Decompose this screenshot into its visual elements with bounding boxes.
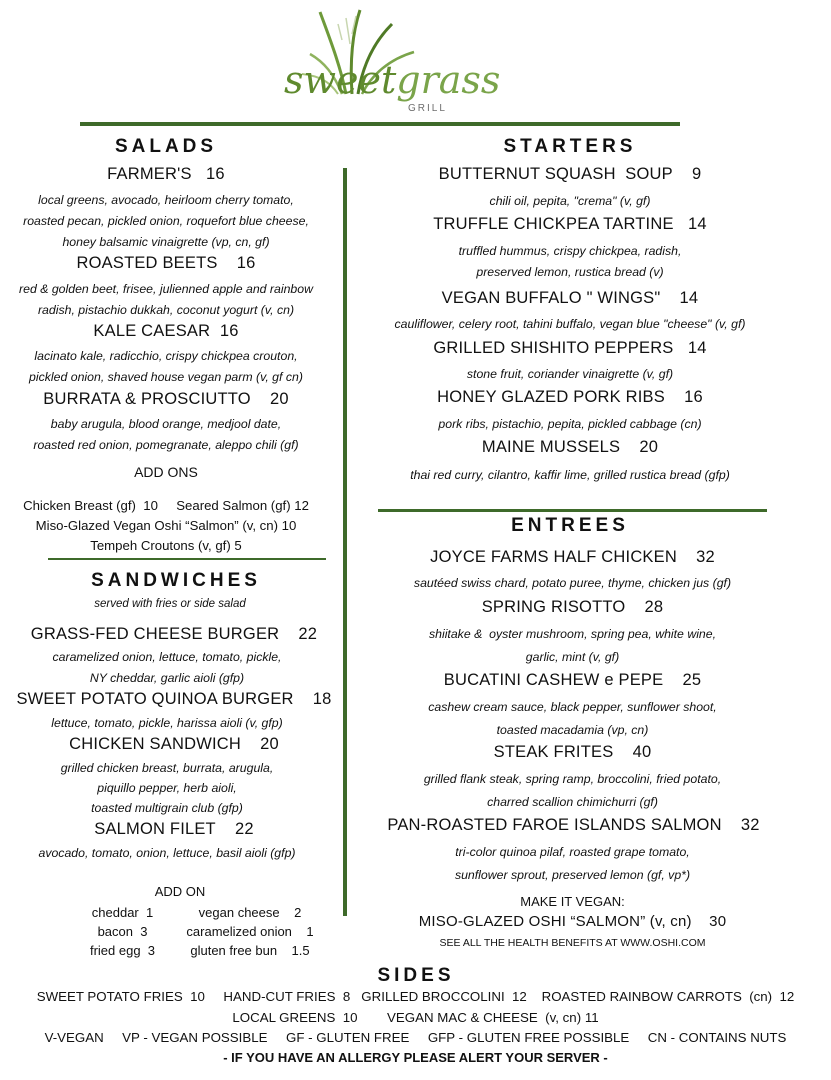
item-name: CHICKEN SANDWICH — [69, 735, 241, 753]
item-price: 9 — [691, 165, 702, 183]
item-price: 14 — [679, 289, 699, 307]
item-price: 40 — [632, 743, 652, 761]
desc-line: red & golden beet, frisee, julienned apple and rainbow — [19, 282, 313, 296]
item-name: GRASS-FED CHEESE BURGER — [30, 625, 280, 643]
starters-heading: STARTERS — [503, 136, 637, 157]
item-name: KALE CAESAR — [93, 322, 211, 340]
item-name: BUCATINI CASHEW e PEPE — [443, 671, 664, 689]
desc-line: charred scallion chimichurri (gf) — [487, 795, 658, 809]
make-it-vegan-label: MAKE IT VEGAN: — [520, 894, 625, 909]
salads-heading: SALADS — [114, 136, 218, 157]
entrees-rule — [378, 509, 767, 512]
item-description — [370, 364, 770, 385]
menu-item-quinoa-burger — [4, 690, 344, 709]
vegan-oshi-salmon: MISO-GLAZED OSHI “SALMON” (v, cn) 30 — [418, 913, 727, 930]
desc-line: grilled flank steak, spring ramp, broccolini, fried potato, — [423, 772, 722, 786]
item-price: 14 — [688, 215, 707, 233]
menu-item-maine-mussels — [370, 438, 770, 457]
item-name: VEGAN BUFFALO " WINGS" — [441, 289, 661, 307]
sandwich-addons-grid — [70, 903, 330, 960]
menu-item-bucatini — [370, 671, 775, 690]
item-name: MAINE MUSSELS — [481, 438, 621, 456]
desc-line: roasted red onion, pomegranate, aleppo chili (gf) — [33, 438, 299, 452]
menu-item-pork-ribs — [370, 388, 770, 407]
menu-item-spring-risotto — [370, 598, 775, 617]
item-description — [370, 768, 775, 814]
item-price: 22 — [298, 625, 318, 643]
item-name: PAN-ROASTED FAROE ISLANDS SALMON — [387, 816, 722, 834]
logo — [280, 4, 501, 116]
item-price: 28 — [644, 598, 664, 616]
desc-line: pickled onion, shaved house vegan parm (v, gf cn) — [29, 370, 303, 384]
allergy-notice: - IF YOU HAVE AN ALLERGY PLEASE ALERT YOUR SERVER - — [223, 1050, 608, 1065]
item-description — [14, 758, 320, 818]
desc-line: chili oil, pepita, "crema" (v, gf) — [489, 194, 651, 208]
item-price: 16 — [219, 322, 239, 340]
desc-line: pork ribs, pistachio, pepita, pickled cabbage (cn) — [438, 417, 702, 431]
desc-line: honey balsamic vinaigrette (vp, cn, gf) — [62, 235, 270, 249]
menu-item-faroe-salmon — [366, 816, 781, 835]
desc-line: sunflower sprout, preserved lemon (gf, vp*) — [454, 868, 691, 882]
menu-item-cheese-burger — [14, 625, 334, 644]
sandwich-addon-title: ADD ON — [154, 884, 206, 899]
addon-item: vegan cheese 2 — [198, 905, 302, 920]
item-description — [14, 713, 320, 734]
desc-line: cauliflower, celery root, tahini buffalo, vegan blue "cheese" (v, gf) — [394, 317, 746, 331]
item-description — [370, 414, 770, 435]
desc-line: cashew cream sauce, black pepper, sunflower shoot, — [428, 700, 717, 714]
top-rule — [80, 122, 680, 126]
item-price: 20 — [639, 438, 659, 456]
item-price: 16 — [206, 165, 225, 183]
item-name: GRILLED SHISHITO PEPPERS — [433, 339, 674, 357]
addon-row — [70, 903, 330, 922]
addon-item: caramelized onion 1 — [186, 924, 314, 939]
logo-wordmark-sweet: sweet — [284, 58, 397, 102]
addon-line: Miso-Glazed Vegan Oshi “Salmon” (v, cn) 10 — [35, 518, 297, 533]
desc-line: caramelized onion, lettuce, tomato, pickle, — [52, 650, 282, 664]
desc-line: avocado, tomato, onion, lettuce, basil aioli (gfp) — [38, 846, 296, 860]
menu-item-farmers — [16, 165, 316, 184]
desc-line: lettuce, tomato, pickle, harissa aioli (v, gfp) — [51, 716, 283, 730]
sandwiches-rule — [48, 558, 326, 560]
desc-line: thai red curry, cilantro, kaffir lime, grilled rustica bread (gfp) — [410, 468, 730, 482]
desc-line: radish, pistachio dukkah, coconut yogurt (v, cn) — [37, 303, 295, 317]
item-description — [6, 346, 326, 388]
menu-item-buffalo-wings — [370, 289, 770, 308]
item-description — [370, 573, 775, 594]
salad-addons-title: ADD ONS — [134, 464, 198, 480]
item-description — [14, 647, 320, 689]
salad-addons-list — [6, 496, 326, 556]
item-name: BURRATA & PROSCIUTTO — [43, 390, 251, 408]
addon-line: Chicken Breast (gf) 10 Seared Salmon (gf) 12 — [23, 498, 309, 513]
item-description — [370, 623, 775, 669]
item-description — [370, 841, 775, 887]
desc-line: local greens, avocado, heirloom cherry tomato, — [38, 193, 294, 207]
desc-line: NY cheddar, garlic aioli (gfp) — [89, 671, 245, 685]
menu-item-salmon-filet — [14, 820, 334, 839]
desc-line: stone fruit, coriander vinaigrette (v, gf) — [466, 367, 674, 381]
item-description — [370, 465, 770, 486]
addon-row — [70, 922, 330, 941]
item-name: HONEY GLAZED PORK RIBS — [437, 388, 665, 406]
center-vertical-rule — [343, 168, 347, 916]
item-price: 16 — [684, 388, 703, 406]
item-price: 16 — [236, 254, 256, 272]
menu-item-burrata-prosciutto — [16, 390, 316, 409]
desc-line: toasted multigrain club (gfp) — [91, 801, 243, 815]
sides-line-2: LOCAL GREENS 10 VEGAN MAC & CHEESE (v, cn) 11 — [232, 1010, 599, 1025]
desc-line: lacinato kale, radicchio, crispy chickpea crouton, — [34, 349, 298, 363]
menu-item-chicken-sandwich — [14, 735, 334, 754]
dietary-legend: V-VEGAN VP - VEGAN POSSIBLE GF - GLUTEN FREE GFP - GLUTEN FREE POSSIBLE CN - CONTAINS NUTS — [44, 1030, 787, 1045]
desc-line: tri-color quinoa pilaf, roasted grape tomato, — [455, 845, 690, 859]
desc-line: grilled chicken breast, burrata, arugula, — [60, 761, 274, 775]
desc-line: baby arugula, blood orange, medjool date, — [50, 417, 282, 431]
sandwiches-subtitle: served with fries or side salad — [94, 598, 246, 610]
desc-line: sautéed swiss chard, potato puree, thyme, chicken jus (gf) — [413, 576, 732, 590]
menu-item-butternut-soup — [370, 165, 770, 184]
sides-heading: SIDES — [377, 965, 455, 986]
item-name: SPRING RISOTTO — [481, 598, 626, 616]
desc-line: garlic, mint (v, gf) — [525, 650, 620, 664]
item-description — [370, 314, 770, 335]
addon-row — [70, 941, 330, 960]
item-price: 25 — [682, 671, 702, 689]
item-description — [370, 241, 770, 283]
addon-item: bacon 3 — [97, 924, 148, 939]
logo-subtitle: GRILL — [408, 103, 447, 114]
item-name: FARMER'S — [107, 165, 192, 183]
entrees-heading: ENTREES — [511, 515, 629, 536]
item-price: 20 — [260, 735, 279, 753]
desc-line: truffled hummus, crispy chickpea, radish, — [458, 244, 682, 258]
menu-item-kale-caesar — [16, 322, 316, 341]
desc-line: toasted macadamia (vp, cn) — [496, 723, 649, 737]
item-name: TRUFFLE CHICKPEA TARTINE — [433, 215, 674, 233]
item-price: 18 — [312, 690, 332, 708]
addon-item: gluten free bun 1.5 — [190, 943, 310, 958]
item-price: 32 — [740, 816, 760, 834]
item-description — [4, 279, 328, 321]
item-description — [370, 191, 770, 212]
item-name: BUTTERNUT SQUASH SOUP — [438, 165, 673, 183]
menu-item-shishito-peppers — [370, 339, 770, 358]
menu-item-truffle-tartine — [370, 215, 770, 234]
item-name: SWEET POTATO QUINOA BURGER — [16, 690, 294, 708]
desc-line: roasted pecan, pickled onion, roquefort blue cheese, — [23, 214, 309, 228]
menu-item-roasted-beets — [16, 254, 316, 273]
sandwiches-heading: SANDWICHES — [91, 570, 261, 591]
desc-line: preserved lemon, rustica bread (v) — [476, 265, 664, 279]
desc-line: shiitake & oyster mushroom, spring pea, white wine, — [428, 627, 717, 641]
item-description — [14, 843, 320, 864]
oshi-health-note: SEE ALL THE HEALTH BENEFITS AT WWW.OSHI.COM — [439, 937, 706, 949]
item-description — [6, 190, 326, 253]
logo-wordmark-grass: grass — [396, 58, 501, 102]
item-name: STEAK FRITES — [493, 743, 614, 761]
item-price: 32 — [696, 548, 715, 566]
item-name: JOYCE FARMS HALF CHICKEN — [430, 548, 677, 566]
menu-item-half-chicken — [370, 548, 775, 567]
addon-line: Tempeh Croutons (v, gf) 5 — [90, 538, 242, 553]
item-price: 14 — [687, 339, 707, 357]
addon-item: fried egg 3 — [89, 943, 156, 958]
addon-item: cheddar 1 — [91, 905, 154, 920]
sides-line-1: SWEET POTATO FRIES 10 HAND-CUT FRIES 8 GRILLED BROCCOLINI 12 ROASTED RAINBOW CARROTS (cn) 12 — [36, 989, 795, 1004]
desc-line: piquillo pepper, herb aioli, — [97, 781, 237, 795]
item-name: ROASTED BEETS — [76, 254, 218, 272]
item-price: 22 — [234, 820, 254, 838]
menu-item-steak-frites — [370, 743, 775, 762]
item-price: 20 — [269, 390, 289, 408]
item-name: SALMON FILET — [94, 820, 216, 838]
item-description — [370, 696, 775, 742]
item-description — [6, 414, 326, 456]
